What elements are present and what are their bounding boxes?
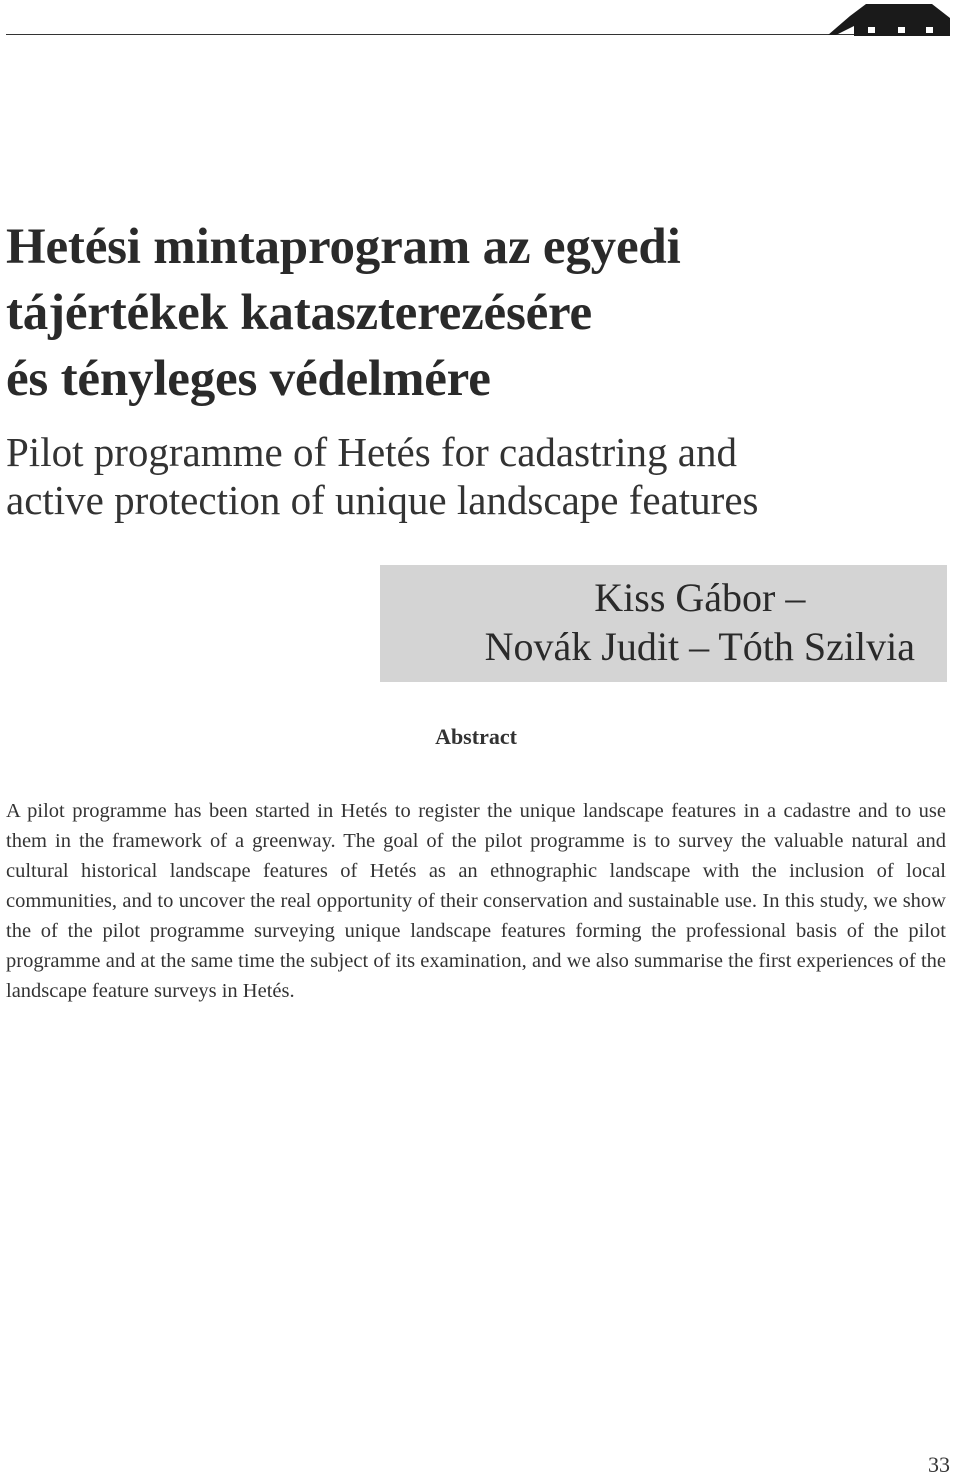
abstract-text: A pilot programme has been started in Hetés to register the unique landscape features in a cadastre and to use them in the framework of a greenway. The goal of the pilot programme is to survey the valuable natural and cultural historical landscape features of Hetés as an ethnographic landscape with the inclusion of local communities, and to uncover the real opportunity of their conservation and sustainable use. In this study, we show the of the pilot programme surveying unique landscape features forming the professional basis of the pilot programme and at the same time the subject of its examination, and we also summarise the first experiences of the landscape feature surveys in Hetés.	[6, 800, 946, 1002]
abstract-heading: Abstract	[435, 724, 517, 749]
authors	[485, 573, 915, 671]
header-rule	[6, 34, 950, 35]
hungarian-title-line: és tényleges védelmére	[6, 351, 491, 407]
author-line: Kiss Gábor –	[594, 575, 806, 620]
page-number: 33	[928, 1452, 950, 1477]
author-box	[380, 565, 947, 682]
hungarian-title-line: tájértékek kataszterezésére	[6, 285, 592, 341]
hungarian-title	[6, 214, 946, 412]
author-line: Novák Judit – Tóth Szilvia	[484, 624, 915, 669]
hungarian-title-line: Hetési mintaprogram az egyedi	[6, 219, 681, 275]
english-title-line: Pilot programme of Hetés for cadastring and	[6, 429, 737, 475]
house-icon	[828, 2, 950, 36]
english-title	[6, 428, 946, 524]
english-title-line: active protection of unique landscape features	[6, 477, 759, 523]
